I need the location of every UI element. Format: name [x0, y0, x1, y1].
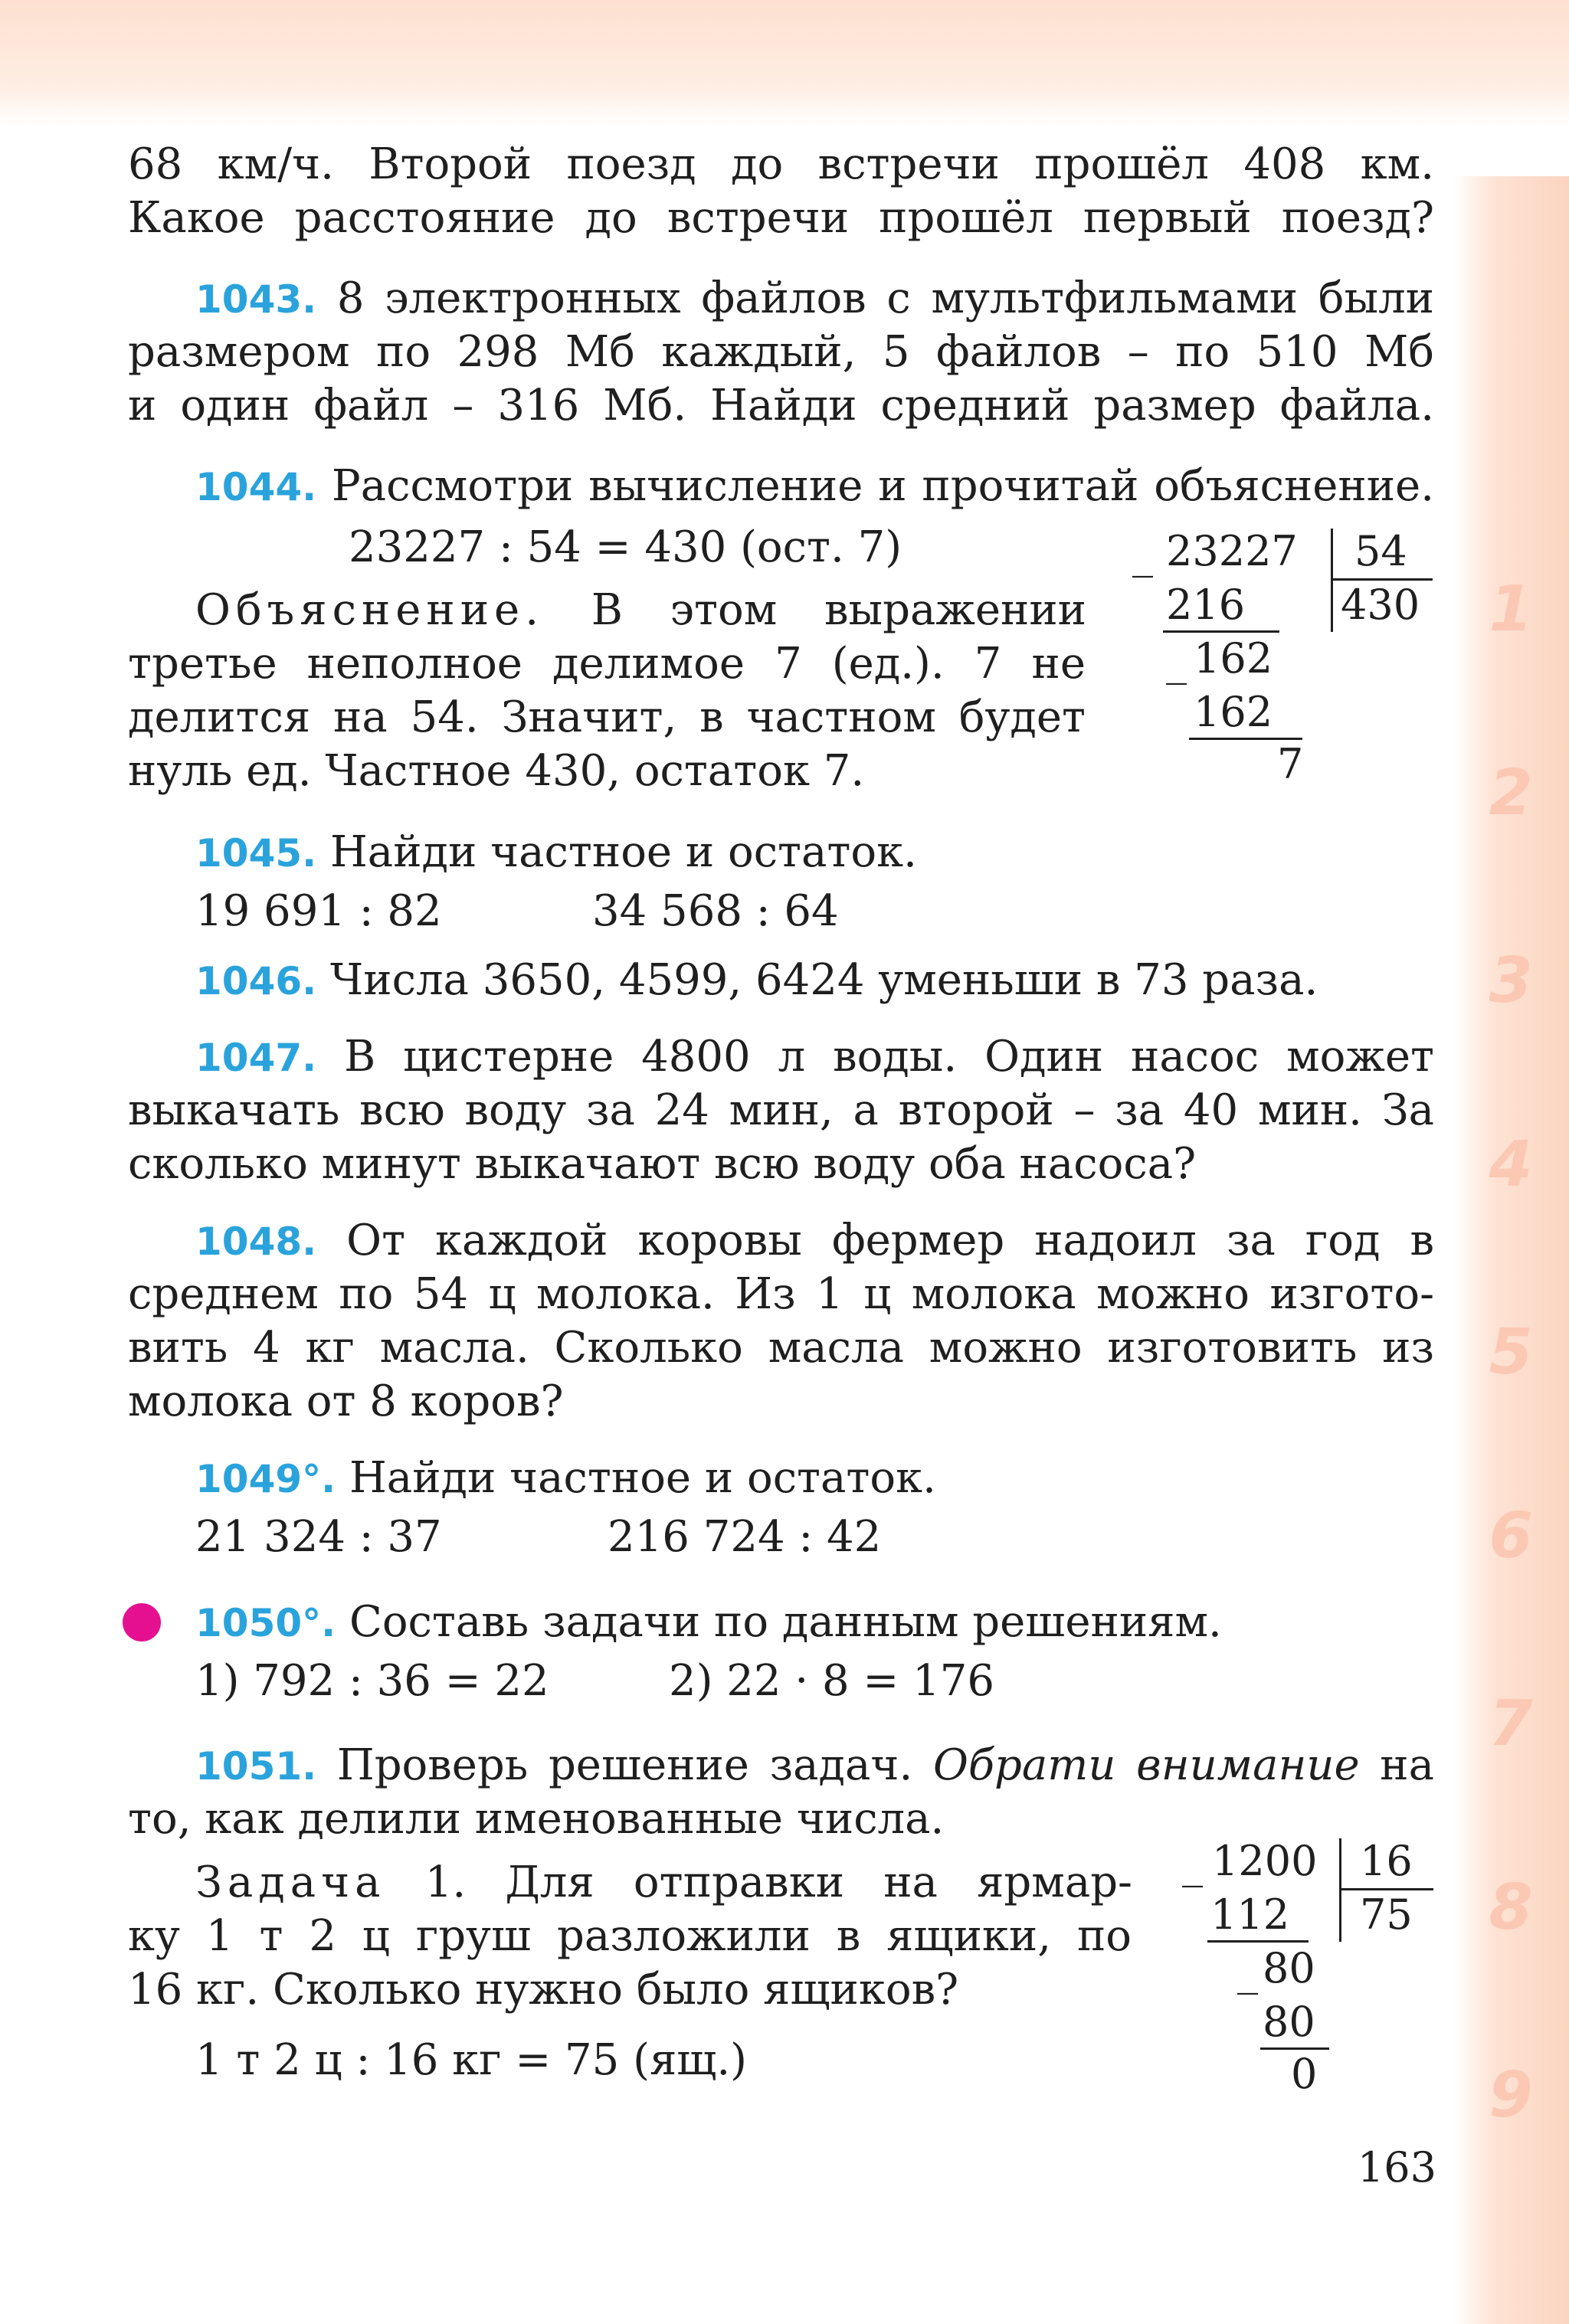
exercise-1051-task-line-2: ку 1 т 2 ц груш разложили в ящики, по: [128, 1911, 1132, 1961]
exercise-1050-expression-1: 1) 792 : 36 = 22: [195, 1656, 549, 1706]
exercise-1047-line-1: [195, 1030, 1434, 1085]
exercise-1045-expression-2: 34 568 : 64: [592, 886, 839, 936]
side-tab-3: 3: [1489, 944, 1533, 1017]
division-minus: _: [1132, 529, 1153, 578]
exercise-1050-line-1: [195, 1596, 1434, 1650]
exercise-1048-line-3: вить 4 кг масла. Сколько масла можно изготовить из: [128, 1323, 1434, 1373]
exercise-1049-expression-1: 21 324 : 37: [195, 1512, 442, 1562]
exercise-number: 1048.: [195, 1219, 317, 1264]
exercise-text: Проверь решение задач.: [336, 1740, 913, 1790]
division-remainder: 0: [1291, 2050, 1318, 2098]
side-tab-9: 9: [1489, 2059, 1533, 2132]
exercise-1044-expression: 23227 : 54 = 430 (ост. 7): [349, 522, 902, 572]
exercise-text: Рассмотри вычисление и прочитай объяснение.: [332, 461, 1434, 511]
exercise-text: на: [1380, 1740, 1435, 1790]
exercise-1047-line-2: выкачать всю воду за 24 мин, а второй – за 40 мин. За: [128, 1085, 1434, 1135]
top-decorative-band: [0, 0, 1569, 126]
side-tab-1: 1: [1489, 573, 1533, 646]
division-subtrahend-1: 216: [1166, 581, 1246, 629]
exercise-1046-line-1: [195, 954, 1434, 1008]
exercise-emphasis: Обрати внимание: [932, 1740, 1360, 1790]
exercise-number: 1046.: [195, 959, 317, 1003]
side-tab-6: 6: [1489, 1500, 1533, 1573]
exercise-1044-line-3: третье неполное делимое 7 (ед.). 7 не: [128, 639, 1086, 689]
exercise-1043-line-1: [195, 272, 1434, 326]
division-divisor: 54: [1354, 527, 1407, 575]
exercise-1051-solution: 1 т 2 ц : 16 кг = 75 (ящ.): [195, 2035, 747, 2085]
division-subtrahend-1: 112: [1210, 1890, 1290, 1939]
exercise-1044-line-4: делится на 54. Значит, в частном будет: [128, 692, 1086, 742]
exercise-1044-line-1: [195, 460, 1434, 514]
task-word: Задача: [195, 1858, 386, 1907]
division-remainder: 7: [1277, 740, 1304, 788]
exercise-1049-line-1: [195, 1452, 1434, 1506]
division-dividend: 23227: [1166, 527, 1298, 575]
side-tab-7: 7: [1489, 1687, 1533, 1760]
exercise-text: 1. Для отправки на ярмар-: [424, 1858, 1132, 1907]
side-tab-2: 2: [1489, 757, 1533, 830]
division-divisor: 16: [1360, 1837, 1413, 1885]
division-minus: _: [1166, 637, 1187, 685]
exercise-1047-line-3: сколько минут выкачают всю воду оба насоса?: [128, 1139, 1197, 1189]
division-minus: _: [1237, 1946, 1258, 1995]
exercise-1051-line-2: то, как делили именованные числа.: [128, 1794, 945, 1844]
exercise-text: От каждой коровы фермер надоил за год в: [346, 1216, 1434, 1265]
division-dividend: 1200: [1212, 1837, 1318, 1885]
exercise-1045-line-1: [195, 826, 1434, 880]
page-number: 163: [1357, 2143, 1436, 2191]
division-rule-1: [1163, 630, 1279, 633]
exercise-number: 1047.: [195, 1036, 317, 1080]
continuation-line-2: Какое расстояние до встречи прошёл первый поезд?: [128, 193, 1434, 243]
side-tab-4: 4: [1489, 1128, 1533, 1201]
division-partial: 80: [1263, 1944, 1315, 1992]
exercise-number: 1050°.: [195, 1601, 336, 1645]
exercise-1051-line-1: [195, 1739, 1434, 1793]
exercise-1051-task-line-3: 16 кг. Сколько нужно было ящиков?: [128, 1965, 959, 2015]
division-rule-1: [1207, 1940, 1309, 1943]
exercise-number: 1043.: [195, 277, 317, 322]
side-tab-5: 5: [1489, 1316, 1533, 1389]
exercise-number: 1044.: [195, 465, 317, 509]
exercise-text: В цистерне 4800 л воды. Один насос может: [344, 1032, 1434, 1082]
division-quotient: 430: [1341, 581, 1420, 629]
side-tab-8: 8: [1489, 1871, 1533, 1944]
exercise-text: Числа 3650, 4599, 6424 уменьши в 73 раза.: [329, 955, 1318, 1005]
bullet-marker: [123, 1603, 161, 1642]
division-partial: 162: [1194, 634, 1273, 682]
exercise-1048-line-2: среднем по 54 ц молока. Из 1 ц молока можно изгото-: [128, 1269, 1434, 1319]
exercise-text: 8 электронных файлов с мультфильмами были: [336, 273, 1434, 323]
division-subtrahend-2: 162: [1194, 688, 1273, 736]
exercise-1043-line-3: и один файл – 316 Мб. Найди средний размер файла.: [128, 381, 1434, 430]
exercise-1050-expression-2: 2) 22 · 8 = 176: [669, 1656, 994, 1706]
division-subtrahend-2: 80: [1263, 1998, 1315, 2046]
exercise-1051-task-line-1: [195, 1856, 1132, 1910]
exercise-number: 1049°.: [195, 1457, 336, 1501]
division-quotient: 75: [1360, 1890, 1413, 1939]
exercise-1049-expression-2: 216 724 : 42: [608, 1512, 882, 1562]
exercise-1044-line-2: [195, 584, 1086, 637]
side-tab-strip: [1454, 176, 1569, 2324]
exercise-1045-expression-1: 19 691 : 82: [195, 886, 442, 936]
exercise-text: Найди частное и остаток.: [329, 827, 917, 877]
exercise-1043-line-2: размером по 298 Мб каждый, 5 файлов – по 510 Мб: [128, 327, 1434, 377]
exercise-text: Составь задачи по данным решениям.: [349, 1597, 1222, 1647]
exercise-1048-line-4: молока от 8 коров?: [128, 1376, 564, 1426]
continuation-line-1: 68 км/ч. Второй поезд до встречи прошёл 408 км.: [128, 139, 1434, 189]
exercise-1044-line-5: нуль ед. Частное 430, остаток 7.: [128, 746, 865, 796]
exercise-text: Найди частное и остаток.: [349, 1453, 936, 1503]
exercise-text: В этом выражении: [591, 585, 1086, 635]
division-minus: _: [1182, 1839, 1203, 1887]
exercise-number: 1045.: [195, 831, 317, 876]
explanation-word: Объяснение.: [195, 585, 544, 635]
exercise-number: 1051.: [195, 1744, 317, 1789]
exercise-1048-line-1: [195, 1214, 1434, 1268]
